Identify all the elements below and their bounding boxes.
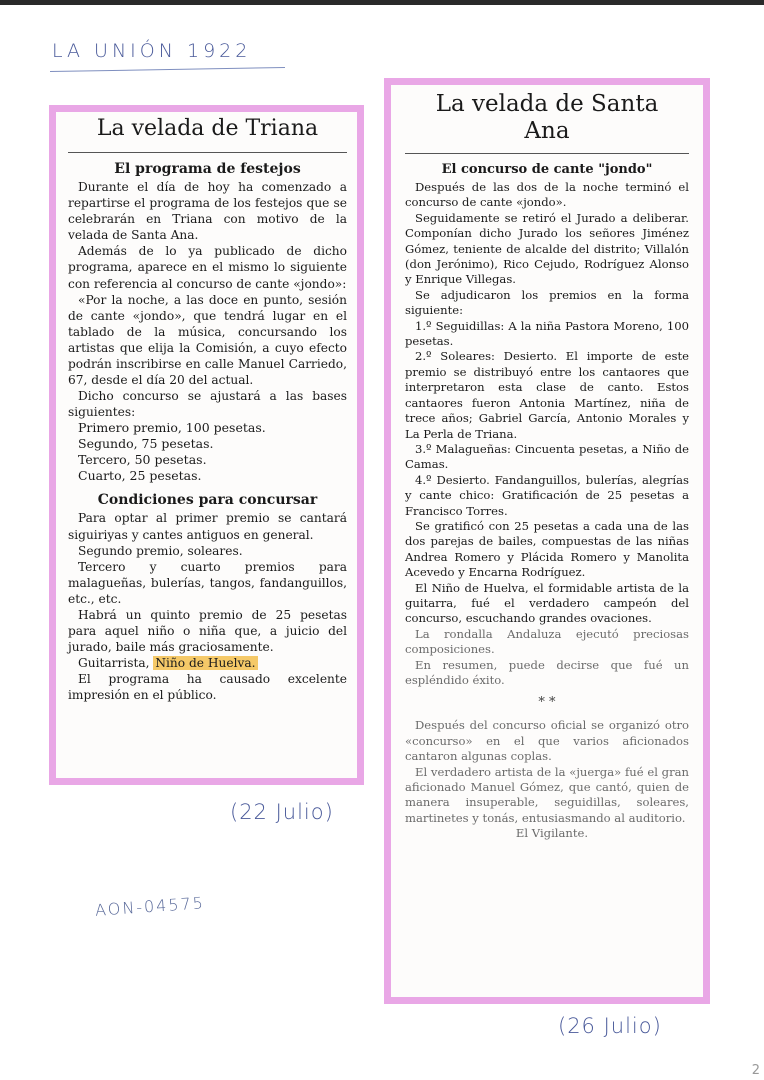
handwritten-header: LA UNIÓN 1922 [52, 40, 252, 62]
paragraph: Segundo premio, soleares. [78, 543, 243, 558]
scan-top-edge [0, 0, 764, 5]
paragraph: «Por la noche, a las doce en punto, sesión de cante «jondo», que tendrá lugar en el tablado de la música, concursando los artistas que elija la Comisión, a cuyo efecto podrán inscribirse en calle Manuel Carriedo, 67, desde el día 20 del actual. [68, 292, 347, 388]
paragraph: El programa ha causado excelente impresión en el público. [68, 672, 347, 703]
paragraph: Después del concurso oficial se organizó otro «concurso» en el que varios aficionados cantaron algunas coplas. [405, 718, 689, 764]
paragraph: 2.º Soleares: Desierto. El importe de este premio se distribuyó entre los cantaores que interpretaron esta clase de canto. Estos cantaores fueron Antonia Martínez, niña de trece años; Gabriel García, Antonio Morales y La Perla de Triana. [405, 349, 689, 441]
prize-line: Tercero, 50 pesetas. [78, 452, 207, 468]
paragraph: 4.º Desierto. Fandanguillos, bulerías, alegrías y cante chico: Gratificación de 25 pesetas a Francisco Torres. [405, 472, 689, 518]
paragraph: En resumen, puede decirse que fué un espléndido éxito. [405, 657, 689, 687]
header-underline [50, 67, 285, 72]
clipping-left [49, 105, 364, 785]
clipping-left-headline: La velada de Triana [96, 116, 319, 141]
prize-line: Primero premio, 100 pesetas. [78, 420, 266, 436]
guitarist-label: Guitarrista, [78, 656, 150, 671]
page-number: 2 [751, 1063, 760, 1078]
paragraph: Se adjudicaron los premios en la forma siguiente: [405, 287, 689, 318]
paragraph: Habrá un quinto premio de 25 pesetas para aquel niño o niña que, a juicio del jurado, baile más graciosamente. [68, 607, 347, 655]
guitarist-name-highlight: Niño de Huelva. [155, 656, 256, 671]
paragraph: El verdadero artista de la «juerga» fué el gran aficionado Manuel Gómez, que cantó, quien de manera insuperable, seguidillas, soleares, martinetes y tonás, entusiasmando al auditorio. [405, 764, 689, 825]
paragraph: Después de las dos de la noche terminó el concurso de cante «jondo». [405, 180, 689, 210]
section-separator: * * [538, 695, 556, 711]
guitarist-line [68, 655, 347, 671]
paragraph: El Niño de Huelva, el formidable artista de la guitarra, fué el verdadero campeón del concurso, escuchando grandes ovaciones. [405, 580, 689, 626]
section-title-concurso: El concurso de cante "jondo" [441, 162, 653, 177]
clipping-right-headline [405, 91, 689, 145]
paragraph: Dicho concurso se ajustará a las bases siguientes: [68, 389, 347, 420]
section-title-programa: El programa de festejos [114, 161, 301, 177]
prize-line: Segundo, 75 pesetas. [78, 436, 214, 452]
paragraph: Además de lo ya publicado de dicho programa, aparece en el mismo lo siguiente con referencia al concurso de cante «jondo»: [68, 244, 347, 291]
paragraph: 1.º Seguidillas: A la niña Pastora Moreno, 100 pesetas. [405, 318, 689, 349]
paragraph: La rondalla Andaluza ejecutó preciosas composiciones. [405, 626, 689, 657]
clipping-right [384, 78, 710, 1004]
headline-rule [405, 153, 689, 154]
section-title-condiciones: Condiciones para concursar [97, 492, 318, 509]
paragraph: Tercero y cuarto premios para malagueñas, bulerías, tangos, fandanguillos, etc., etc. [68, 559, 347, 606]
paragraph: Se gratificó con 25 pesetas a cada una de las dos parejas de bailes, compuestas de las niñas Andrea Romero y Plácida Romero y Manolita Acevedo y Encarna Rodríguez. [405, 518, 689, 580]
signature-line: El Vigilante. [515, 826, 589, 841]
handwritten-reference: AON-04575 [94, 893, 206, 920]
paragraph: Seguidamente se retiró el Jurado a deliberar. Componían dicho Jurado los señores Jiménez Gómez, teniente de alcalde del distrito; Villalón (don Jerónimo), Rico Cejudo, Rodríguez Alonso y Enrique Villegas. [405, 210, 689, 287]
paragraph: 3.º Malagueñas: Cincuenta pesetas, a Niño de Camas. [405, 441, 689, 472]
prize-line: Cuarto, 25 pesetas. [78, 468, 202, 484]
handwritten-date-left: (22 Julio) [230, 800, 334, 824]
headline-line: Ana [524, 118, 570, 144]
paragraph: Para optar al primer premio se cantará siguiriyas y cantes antiguos en general. [68, 511, 347, 542]
headline-line: La velada de Santa [435, 91, 659, 117]
headline-rule [68, 152, 347, 153]
handwritten-date-right: (26 Julio) [558, 1014, 662, 1038]
paragraph: Durante el día de hoy ha comenzado a repartirse el programa de los festejos que se celebrarán en Triana con motivo de la velada de Santa Ana. [68, 180, 347, 243]
